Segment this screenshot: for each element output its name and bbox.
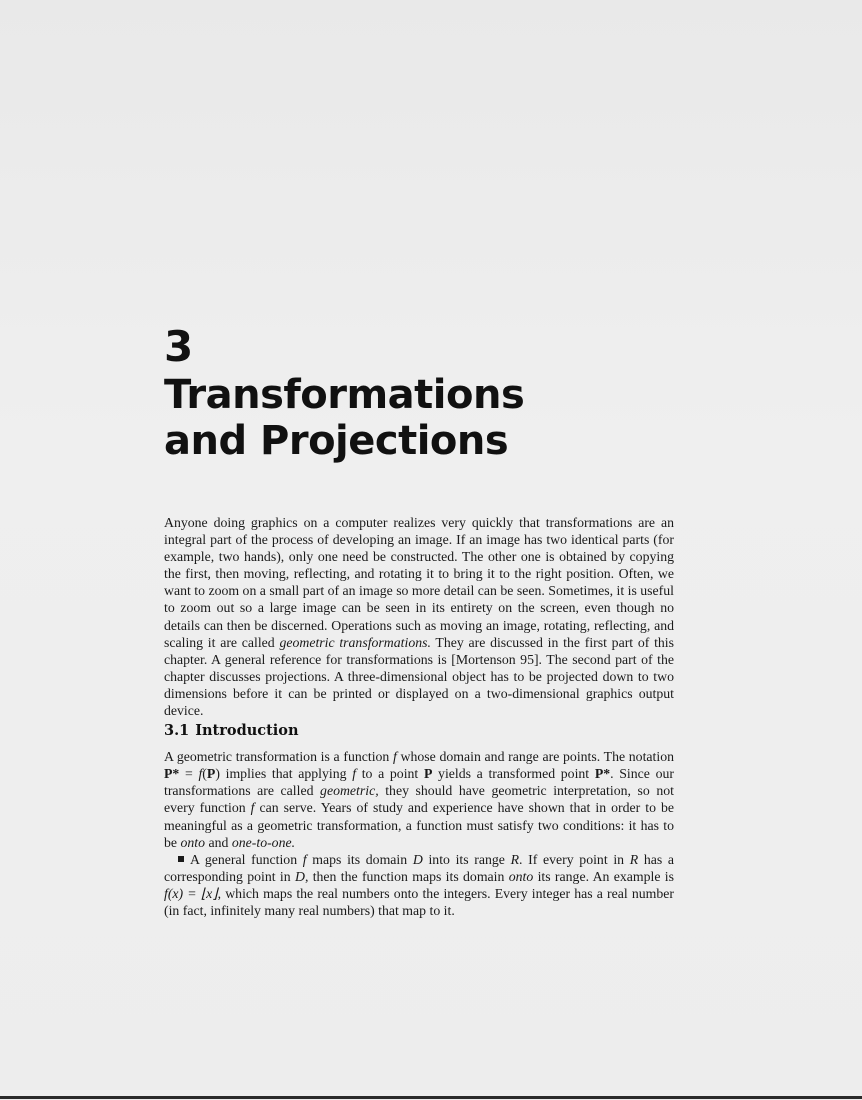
p2-text: its range. An example is [533,868,674,884]
p2-text: maps its domain [306,851,413,867]
math-p-star: P* [164,766,180,782]
intro-text-1: Anyone doing graphics on a computer realizes very quickly that transformations are an integral part of the process of developing an image. If an image has two identical parts (for example, two hands), only one need be constructed. The other one is obtained by copying the first, then moving, reflecting, and rotating it to bring it to the right position. Often, we want to zoom on a small part of an image so more detail can be seen. Sometimes, it is useful to zoom out so a large image can be seen in its entirety on the screen, even though no details can then be discerned. Operations such as moving an image, rotating, reflecting, and scaling it are called [164,515,674,650]
p2-text: A general function [190,851,303,867]
p2-text: into its range [422,851,511,867]
emphasis-one-to-one: one-to-one. [231,834,296,850]
math-f: f [198,766,203,782]
emphasis-onto: onto [180,834,206,850]
math-f: f [393,749,397,765]
math-d: D [412,851,423,867]
p2-text: , then the function maps its domain [304,868,509,884]
p1-text: whose domain and range are points. The notation [396,749,674,765]
p2-text: has a corresponding point in [164,851,675,884]
p1-text: to a point [356,766,424,782]
p1-text: they should have geometric interpretation, so not every function [164,783,674,816]
p1-text: A geometric transformation is a function [164,749,394,765]
section-title: Introduction [195,722,299,740]
math-f: f [250,800,255,816]
math-f: f [352,766,357,782]
math-p: P [423,766,433,782]
intro-text-2: They are discussed in the first part of this chapter. A general reference for transformations is [Mortenson 95]. The second part of the chapter discusses projections. A three-dimensional object has to be projected down to two dimensions before it can be printed or displayed on a two-dimensional graphics output device. [164,634,675,719]
intro-emphasis: geometric transformations. [279,634,431,650]
page-bottom-edge [0,1096,862,1099]
math-floor-function: f(x) = ⌊x⌋ [164,885,218,901]
p2-text: . If every point in [519,851,630,867]
emphasis-onto: onto [508,868,534,884]
p1-text: ( [202,766,207,782]
p1-text: can serve. Years of study and experience have shown that in order to be meaningful as a geometric transformation, a function must satisfy two conditions: it has to be [164,800,675,850]
chapter-number: 3 [164,322,193,371]
chapter-title-line-2: and Projections [164,418,509,464]
math-f: f [302,851,307,867]
chapter-heading [164,322,684,464]
math-r: R [510,851,520,867]
p1-text: yields a transformed point [432,766,595,782]
p2-text: , which maps the real numbers onto the integers. Every integer has a real number (in fact, infinitely many real numbers) that map to it. [164,885,674,918]
p1-text: = [179,766,199,782]
p1-text: . Since our transformations are called [164,766,674,799]
p1-text: and [205,834,232,850]
chapter-title-line-1: Transformations [164,372,525,418]
p1-text: ) implies that applying [215,766,353,782]
section-number: 3.1 [164,722,190,740]
emphasis-geometric: geometric, [320,783,379,799]
section-heading [164,722,674,740]
paragraph-2 [164,851,674,919]
math-p: P [206,766,216,782]
body-content [164,514,674,919]
bullet-square-icon [178,856,184,862]
math-r: R [629,851,639,867]
math-p-star: P* [594,766,611,782]
paragraph-1 [164,748,674,851]
math-d: D [294,868,305,884]
intro-paragraph [164,514,674,719]
